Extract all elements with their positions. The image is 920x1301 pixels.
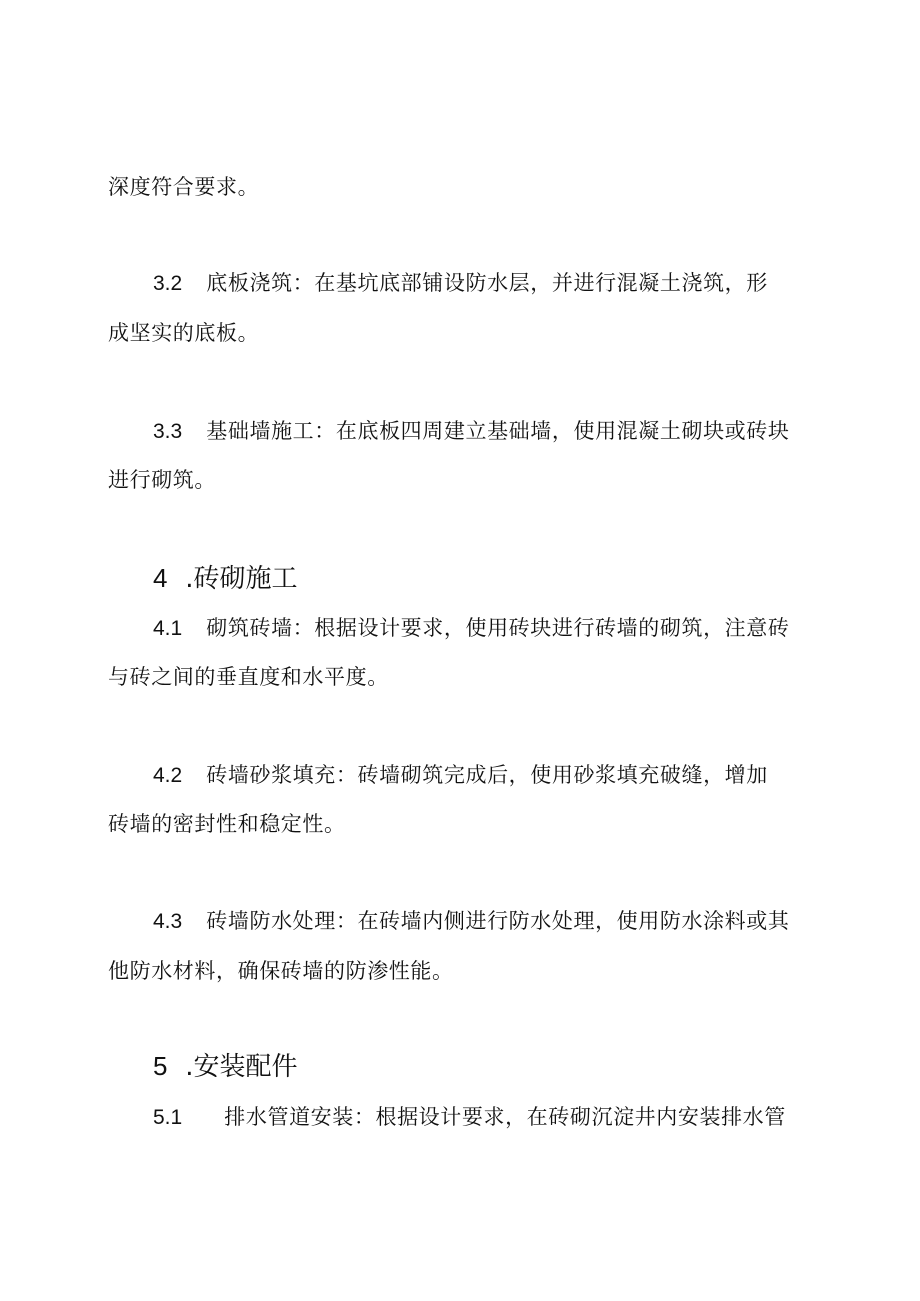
section-heading-5 <box>153 1049 298 1084</box>
paragraph-text: 排水管道安装：根据设计要求，在砖砌沉淀井内安装排水管 <box>224 1105 786 1129</box>
paragraph-4-3-line-2 <box>108 957 454 985</box>
paragraph-number: 3.3 <box>153 420 183 443</box>
paragraph-number: 3.2 <box>153 272 183 295</box>
paragraph-3-3-line-1 <box>153 417 789 446</box>
paragraph-number: 5.1 <box>153 1106 183 1129</box>
paragraph-text: 进行砌筑。 <box>108 468 216 492</box>
paragraph-3-2-line-1 <box>153 269 768 298</box>
paragraph-5-1-line-1 <box>153 1103 786 1132</box>
paragraph-text: 砌筑砖墙：根据设计要求，使用砖块进行砖墙的砌筑，注意砖 <box>206 616 790 640</box>
paragraph-4-2-line-1 <box>153 761 768 790</box>
paragraph-text: 成坚实的底板。 <box>108 321 260 345</box>
paragraph-continuation <box>108 173 259 201</box>
paragraph-number: 4.2 <box>153 764 183 787</box>
paragraph-4-2-line-2 <box>108 810 346 838</box>
paragraph-text: 砖墙砂浆填充：砖墙砌筑完成后，使用砂浆填充破缝，增加 <box>206 763 768 787</box>
paragraph-text: 砖墙防水处理：在砖墙内侧进行防水处理，使用防水涂料或其 <box>206 909 790 933</box>
paragraph-3-3-line-2 <box>108 466 216 494</box>
paragraph-text: 与砖之间的垂直度和水平度。 <box>108 665 389 689</box>
paragraph-number: 4.1 <box>153 617 183 640</box>
paragraph-text: 底板浇筑：在基坑底部铺设防水层，并进行混凝土浇筑，形 <box>206 271 768 295</box>
paragraph-4-1-line-1 <box>153 614 789 643</box>
paragraph-number: 4.3 <box>153 910 183 933</box>
paragraph-text: 砖墙的密封性和稳定性。 <box>108 812 346 836</box>
paragraph-text: 深度符合要求。 <box>108 175 260 199</box>
paragraph-text: 基础墙施工：在底板四周建立基础墙，使用混凝土砌块或砖块 <box>206 419 790 443</box>
paragraph-4-3-line-1 <box>153 907 789 936</box>
section-heading-4 <box>153 561 298 596</box>
section-number: 5 <box>153 1051 168 1081</box>
paragraph-4-1-line-2 <box>108 663 389 691</box>
section-title: .安装配件 <box>185 1052 298 1082</box>
paragraph-text: 他防水材料，确保砖墙的防渗性能。 <box>108 959 454 983</box>
section-number: 4 <box>153 563 168 593</box>
paragraph-3-2-line-2 <box>108 319 259 347</box>
section-title: .砖砌施工 <box>185 564 298 594</box>
